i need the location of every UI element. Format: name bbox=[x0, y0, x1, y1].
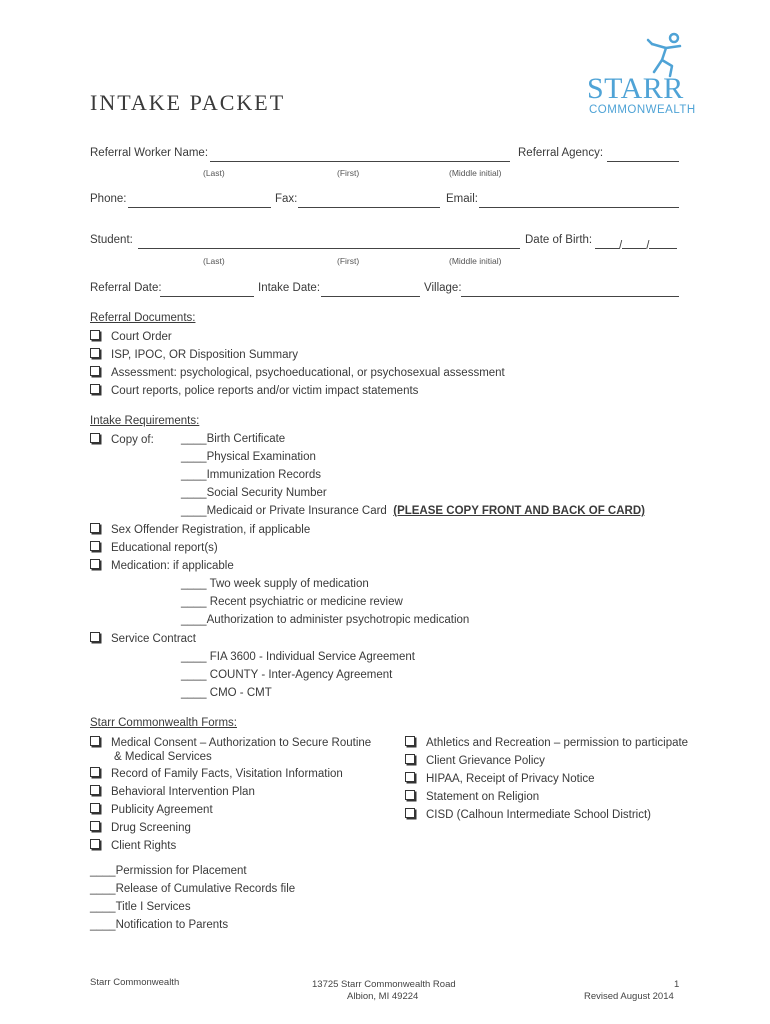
footer-revised: Revised August 2014 bbox=[584, 991, 674, 1002]
checkbox-icon[interactable] bbox=[405, 754, 415, 764]
list-item-continuation: & Medical Services bbox=[114, 751, 212, 763]
checkbox-icon[interactable] bbox=[405, 772, 415, 782]
footer-address-1: 13725 Starr Commonwealth Road bbox=[312, 979, 456, 990]
list-item[interactable]: Assessment: psychological, psychoeducational, or psychosexual assessment bbox=[90, 366, 505, 379]
service-item[interactable]: ____ FIA 3600 - Individual Service Agreement bbox=[181, 651, 415, 663]
list-item[interactable]: Client Grievance Policy bbox=[405, 754, 545, 767]
copy-item[interactable]: ____Birth Certificate bbox=[181, 433, 286, 445]
checkbox-icon[interactable] bbox=[90, 632, 100, 642]
checkbox-icon[interactable] bbox=[405, 790, 415, 800]
intake-date-field[interactable] bbox=[321, 284, 420, 302]
referral-agency-field[interactable] bbox=[607, 149, 679, 167]
page-title: INTAKE PACKET bbox=[90, 90, 286, 115]
checkbox-icon[interactable] bbox=[90, 330, 100, 340]
list-item[interactable]: Behavioral Intervention Plan bbox=[90, 785, 255, 798]
list-item[interactable]: ISP, IPOC, OR Disposition Summary bbox=[90, 348, 298, 361]
med-item[interactable]: ____Authorization to administer psychotropic medication bbox=[181, 614, 470, 626]
middle-caption: (Middle initial) bbox=[449, 168, 502, 178]
list-item[interactable]: Client Rights bbox=[90, 839, 176, 852]
student-last-caption: (Last) bbox=[203, 256, 225, 266]
intake-heading: Intake Requirements: bbox=[90, 415, 200, 427]
first-caption: (First) bbox=[337, 168, 360, 178]
referral-worker-field[interactable] bbox=[210, 149, 510, 167]
list-item[interactable]: Drug Screening bbox=[90, 821, 191, 834]
last-caption: (Last) bbox=[203, 168, 225, 178]
checkbox-icon[interactable] bbox=[90, 384, 100, 394]
copy-item[interactable]: ____Physical Examination bbox=[181, 451, 316, 463]
list-item[interactable]: Athletics and Recreation – permission to participate bbox=[405, 736, 688, 749]
logo-subtitle: COMMONWEALTH bbox=[589, 104, 696, 116]
med-item[interactable]: ____ Recent psychiatric or medicine review bbox=[181, 596, 403, 608]
copy-item[interactable]: ____Social Security Number bbox=[181, 487, 327, 499]
referral-worker-label: Referral Worker Name: bbox=[90, 147, 209, 159]
dob-label: Date of Birth: bbox=[525, 234, 593, 246]
student-first-caption: (First) bbox=[337, 256, 360, 266]
list-item[interactable]: HIPAA, Receipt of Privacy Notice bbox=[405, 772, 595, 785]
referral-date-field[interactable] bbox=[160, 284, 254, 302]
list-item[interactable]: CISD (Calhoun Intermediate School District) bbox=[405, 808, 651, 821]
checkbox-icon[interactable] bbox=[90, 736, 100, 746]
checkbox-icon[interactable] bbox=[90, 541, 100, 551]
referral-date-label: Referral Date: bbox=[90, 282, 162, 294]
phone-field[interactable] bbox=[128, 195, 271, 213]
footer-org: Starr Commonwealth bbox=[90, 977, 180, 988]
copy-of-item[interactable]: Copy of: bbox=[90, 433, 154, 446]
list-item[interactable]: Court Order bbox=[90, 330, 172, 343]
phone-label: Phone: bbox=[90, 193, 127, 205]
fax-field[interactable] bbox=[298, 195, 440, 213]
list-item[interactable]: Medical Consent – Authorization to Secure Routine bbox=[90, 736, 371, 749]
referral-docs-heading: Referral Documents: bbox=[90, 312, 196, 324]
checkbox-icon[interactable] bbox=[90, 559, 100, 569]
starr-forms-heading: Starr Commonwealth Forms: bbox=[90, 717, 237, 729]
checkbox-icon[interactable] bbox=[405, 808, 415, 818]
checkbox-icon[interactable] bbox=[90, 767, 100, 777]
copy-item[interactable]: ____Immunization Records bbox=[181, 469, 321, 481]
student-middle-caption: (Middle initial) bbox=[449, 256, 502, 266]
dob-field[interactable]: / / bbox=[595, 236, 677, 254]
email-label: Email: bbox=[446, 193, 478, 205]
permission-item[interactable]: ____Notification to Parents bbox=[90, 919, 229, 931]
list-item[interactable]: Medication: if applicable bbox=[90, 559, 234, 572]
logo-name: STARR bbox=[587, 72, 684, 105]
checkbox-icon[interactable] bbox=[90, 803, 100, 813]
student-label: Student: bbox=[90, 234, 133, 246]
permission-item[interactable]: ____Permission for Placement bbox=[90, 865, 247, 877]
checkbox-icon[interactable] bbox=[90, 366, 100, 376]
footer-address-2: Albion, MI 49224 bbox=[347, 991, 419, 1002]
list-item[interactable]: Court reports, police reports and/or victim impact statements bbox=[90, 384, 418, 397]
footer-page-number: 1 bbox=[674, 979, 680, 990]
intake-date-label: Intake Date: bbox=[258, 282, 321, 294]
checkbox-icon[interactable] bbox=[90, 821, 100, 831]
service-item[interactable]: ____ COUNTY - Inter-Agency Agreement bbox=[181, 669, 393, 681]
checkbox-icon[interactable] bbox=[90, 785, 100, 795]
checkbox-icon[interactable] bbox=[405, 736, 415, 746]
copy-item[interactable]: ____Medicaid or Private Insurance Card (PLEASE COPY FRONT AND BACK OF CARD) bbox=[181, 505, 645, 517]
list-item[interactable]: Sex Offender Registration, if applicable bbox=[90, 523, 310, 536]
checkbox-icon[interactable] bbox=[90, 348, 100, 358]
checkbox-icon[interactable] bbox=[90, 839, 100, 849]
copy-note: (PLEASE COPY FRONT AND BACK OF CARD) bbox=[393, 505, 645, 517]
email-field[interactable] bbox=[479, 195, 679, 213]
list-item[interactable]: Statement on Religion bbox=[405, 790, 539, 803]
village-field[interactable] bbox=[461, 284, 679, 302]
list-item[interactable]: Educational report(s) bbox=[90, 541, 218, 554]
student-field[interactable] bbox=[138, 236, 520, 254]
service-item[interactable]: ____ CMO - CMT bbox=[181, 687, 272, 699]
checkbox-icon[interactable] bbox=[90, 523, 100, 533]
list-item[interactable]: Record of Family Facts, Visitation Information bbox=[90, 767, 343, 780]
checkbox-icon[interactable] bbox=[90, 433, 100, 443]
list-item[interactable]: Service Contract bbox=[90, 632, 196, 645]
fax-label: Fax: bbox=[275, 193, 298, 205]
med-item[interactable]: ____ Two week supply of medication bbox=[181, 578, 369, 590]
referral-agency-label: Referral Agency: bbox=[518, 147, 604, 159]
list-item[interactable]: Publicity Agreement bbox=[90, 803, 213, 816]
permission-item[interactable]: ____Release of Cumulative Records file bbox=[90, 883, 296, 895]
permission-item[interactable]: ____Title I Services bbox=[90, 901, 191, 913]
village-label: Village: bbox=[424, 282, 462, 294]
star-figure-icon bbox=[636, 30, 692, 78]
